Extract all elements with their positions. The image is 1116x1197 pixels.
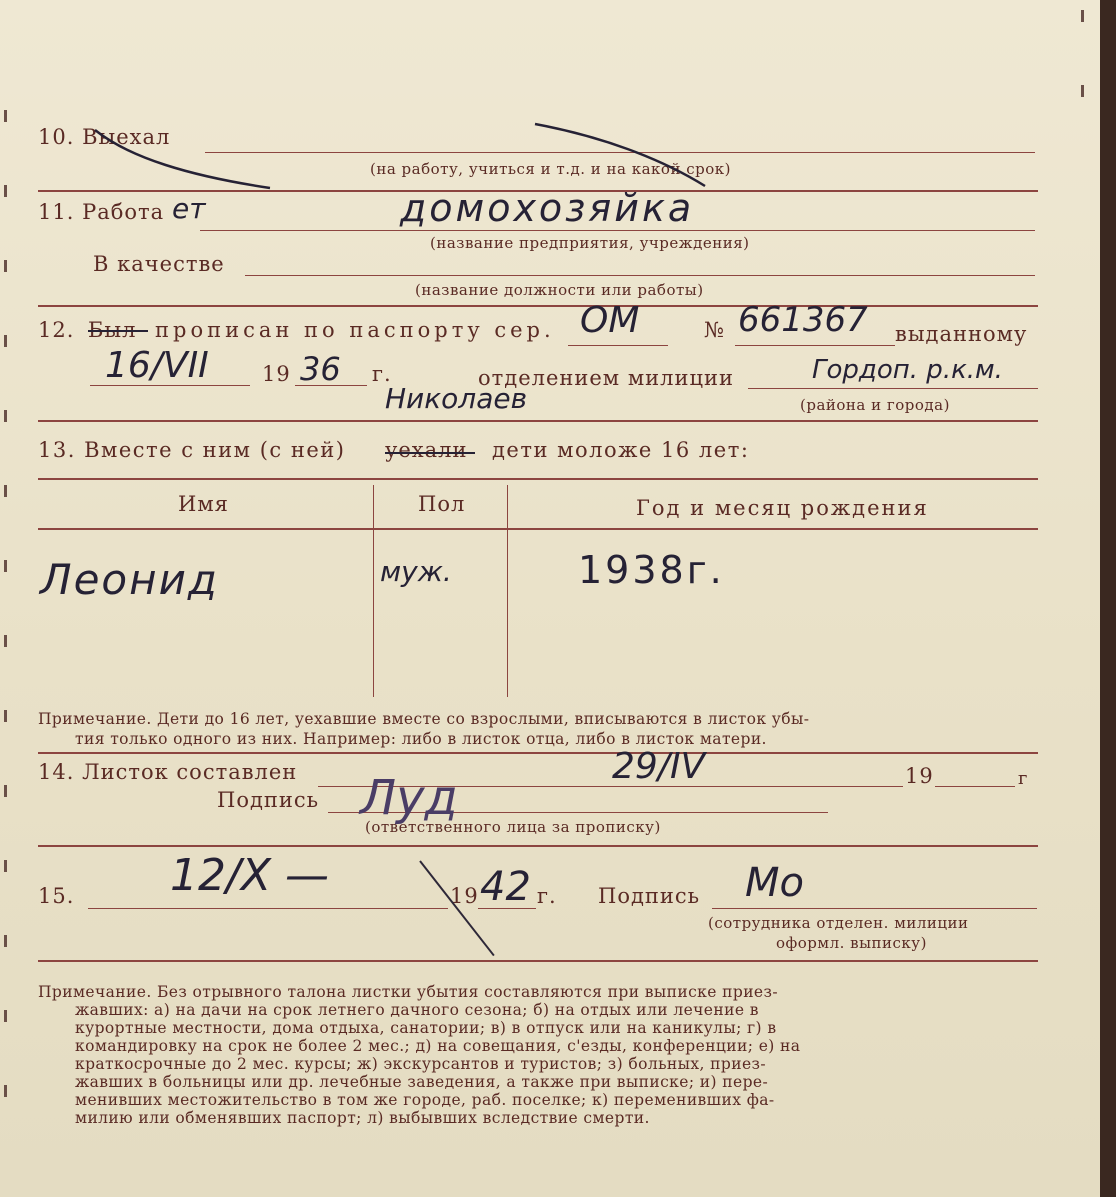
field-11-caption: (название предприятия, учреждения) [430, 234, 750, 252]
field-14-year-suffix: г [1018, 768, 1029, 789]
field-12-year-suffix: г. [372, 362, 392, 386]
note-2-line-8: милию или обменявших паспорт; л) выбывших вследствие смерти. [75, 1109, 650, 1127]
field-15-year-suffix: г. [537, 884, 557, 908]
field-14-caption: (ответственного лица за прописку) [365, 818, 661, 836]
field-15-number: 15. [38, 884, 75, 908]
date-line [90, 385, 250, 386]
field-14-label: 14. Листок составлен [38, 760, 298, 784]
year-line [295, 385, 367, 386]
note-2-line-7: менивших местожительство в том же городе, раб. поселке; к) переменивших фа- [75, 1091, 775, 1109]
perforation-mark [4, 560, 7, 572]
note-2-line-6: жавших в больницы или др. лечебные заведения, а также при выписке; и) пере- [75, 1073, 769, 1091]
perforation-mark [4, 1010, 7, 1022]
table-header-line [38, 528, 1038, 530]
note-2-line-2: жавших: а) на дачи на срок летнего дачного сезона; б) на отдых или лечение в [75, 1001, 759, 1019]
city-value: Николаев [385, 382, 528, 415]
field-11-workplace-value: домохозяйка [400, 186, 695, 230]
note-2-line-5: краткосрочные до 2 мес. курсы; ж) экскурсантов и туристов; з) больных, приез- [75, 1055, 767, 1073]
number-line [735, 345, 895, 346]
field-12-struck-word: Был [88, 318, 137, 342]
series-line [568, 345, 668, 346]
passport-issue-year-value: 36 [300, 350, 341, 388]
field-13-label-a: 13. Вместе с ним (с ней) [38, 438, 346, 462]
child-sex-value: муж. [380, 555, 452, 588]
passport-series-value: ОМ [580, 300, 640, 341]
table-column-divider [373, 485, 374, 697]
responsible-signature: Луд [360, 770, 458, 826]
child-birth-value: 1938г. [578, 548, 725, 592]
perforation-mark [4, 335, 7, 347]
checkout-date-value: 12/X — [170, 850, 329, 901]
sheet-date-value: 29/IV [612, 746, 706, 787]
perforation-mark [4, 710, 7, 722]
dept-line [748, 388, 1038, 389]
note-2-line-1: Примечание. Без отрывного талона листки убытия составляются при выписке приез- [38, 983, 778, 1001]
field-12-number: 12. [38, 318, 75, 342]
field-15-caption-1: (сотрудника отделен. милиции [708, 914, 969, 932]
note-2-line-4: командировку на срок не более 2 мес.; д) на совещания, с'езды, конференции; е) на [75, 1037, 801, 1055]
perforation-mark [4, 185, 7, 197]
field-15-year-prefix: 19 [450, 884, 479, 908]
table-column-divider [507, 485, 508, 697]
scan-edge [1100, 0, 1116, 1197]
table-header-birth: Год и месяц рождения [636, 496, 929, 520]
perforation-mark [4, 485, 7, 497]
field-12-no-label: № [704, 318, 725, 342]
officer-signature: Мо [745, 860, 804, 906]
field-10-caption: (на работу, учиться и т.д. и на какой срок) [370, 160, 731, 178]
field-12-year-prefix: 19 [262, 362, 291, 386]
field-15-year-line [478, 908, 536, 909]
perforation-mark [4, 860, 7, 872]
field-11-line [200, 230, 1035, 231]
perforation-mark [4, 260, 7, 272]
field-15-sign-line [712, 908, 1037, 909]
field-11-label-suffix: ет [172, 192, 206, 225]
field-14-sign-label: Подпись [217, 788, 320, 812]
note-2-line-3: курортные местности, дома отдыха, санатории; в) в отпуск или на каникулы; г) в [75, 1019, 777, 1037]
separator-line [38, 845, 1038, 847]
child-name-value: Леонид [40, 555, 219, 604]
field-13-label-b: дети моложе 16 лет: [492, 438, 750, 462]
field-11-capacity-line [245, 275, 1035, 276]
field-12-text: прописан по паспорту сер. [155, 318, 555, 342]
note-1-line-1: Примечание. Дети до 16 лет, уехавшие вместе со взрослыми, вписываются в листок убы- [38, 710, 810, 728]
passport-number-value: 661367 [738, 300, 868, 340]
table-header-sex: Пол [418, 492, 466, 516]
perforation-mark [4, 410, 7, 422]
field-10-label: 10. Выехал [38, 125, 171, 149]
perforation-mark [4, 935, 7, 947]
passport-issue-date-value: 16/VII [105, 345, 209, 386]
separator-line [38, 752, 1038, 754]
field-12-issued: выданному [895, 322, 1028, 346]
field-11-capacity-label: В качестве [93, 252, 225, 276]
field-15-caption-2: оформл. выписку) [776, 934, 927, 952]
strike-line [88, 330, 148, 332]
checkout-year-value: 42 [480, 864, 531, 910]
field-14-year-prefix: 19 [905, 764, 934, 788]
field-12-caption: (района и города) [800, 396, 950, 414]
field-12-dept-label: отделением милиции [478, 366, 734, 390]
perforation-mark [4, 110, 7, 122]
field-15-date-line [88, 908, 448, 909]
field-11-capacity-caption: (название должности или работы) [415, 281, 704, 299]
perforation-mark [4, 785, 7, 797]
separator-line [38, 420, 1038, 422]
perforation-mark [4, 635, 7, 647]
field-14-year-line [935, 786, 1015, 787]
field-15-sign-label: Подпись [598, 884, 701, 908]
perforation-mark [1081, 10, 1084, 22]
strike-line [385, 452, 475, 454]
perforation-mark [4, 1085, 7, 1097]
police-dept-value: Гордоп. р.к.м. [812, 355, 1003, 385]
separator-line [38, 960, 1038, 962]
note-1-line-2: тия только одного из них. Например: либо в листок отца, либо в листок матери. [75, 730, 767, 748]
separator-line [38, 305, 1038, 307]
table-header-name: Имя [178, 492, 229, 516]
table-top-line [38, 478, 1038, 480]
field-13-struck-word: уехали [385, 438, 468, 462]
perforation-mark [1081, 85, 1084, 97]
field-11-label: 11. Работа [38, 200, 165, 224]
